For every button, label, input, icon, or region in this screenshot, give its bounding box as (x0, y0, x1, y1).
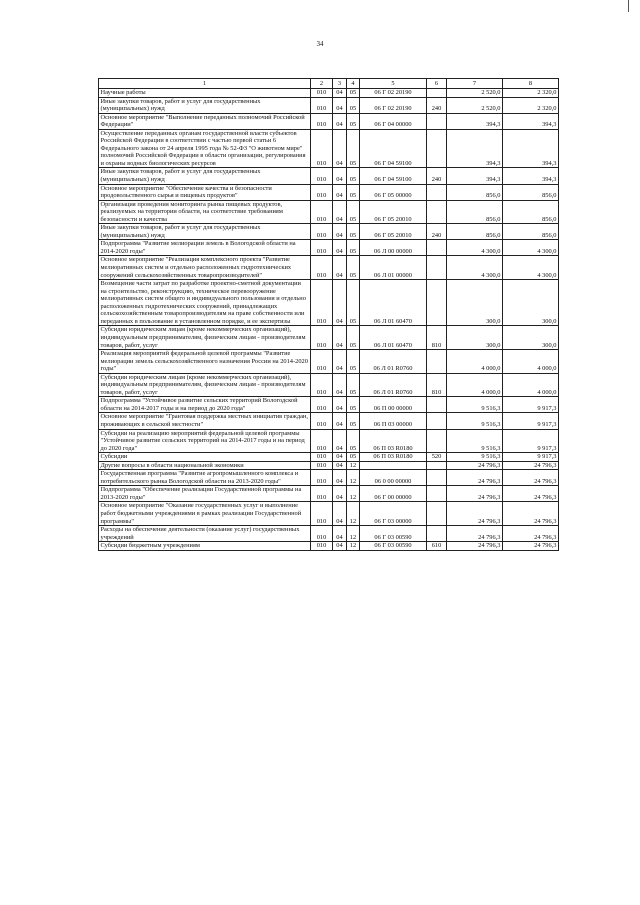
gr-cell: 010 (311, 256, 333, 280)
gr-cell: 010 (311, 526, 333, 542)
csr-cell: 06 Г 04 59100 (360, 168, 427, 184)
sum-2019-cell: 24 796,3 (503, 470, 559, 486)
sum-2019-cell: 394,3 (503, 129, 559, 168)
vr-cell (427, 200, 447, 224)
sum-2019-cell: 856,0 (503, 184, 559, 200)
vr-cell (427, 413, 447, 429)
csr-cell: 06 Л 01 R0760 (360, 373, 427, 397)
header-cell: 4 (347, 79, 360, 89)
name-cell: Иные закупки товаров, работ и услуг для государственных (муниципальных) нужд (99, 97, 311, 113)
sum-2018-cell: 4 300,0 (447, 240, 503, 256)
sum-2019-cell: 856,0 (503, 200, 559, 224)
pr-cell: 12 (347, 526, 360, 542)
rz-cell: 04 (333, 168, 347, 184)
table-row (99, 461, 559, 470)
pr-cell: 05 (347, 373, 360, 397)
gr-cell: 010 (311, 97, 333, 113)
pr-cell: 12 (347, 486, 360, 502)
gr-cell: 010 (311, 129, 333, 168)
header-cell: 7 (447, 79, 503, 89)
sum-2019-cell: 24 796,3 (503, 461, 559, 470)
name-cell: Осуществление переданных органам государственной власти субъектов Российской Федерации в соответствии с частью первой статьи 6 Федерального закона от 24 апреля 1995 года № 52-ФЗ "О животном мире" полномочий Российской Федерации в области организации, регулирования и охраны водных биологических ресурсов (99, 129, 311, 168)
vr-cell: 810 (427, 373, 447, 397)
pr-cell: 12 (347, 542, 360, 551)
gr-cell: 010 (311, 168, 333, 184)
gr-cell: 010 (311, 350, 333, 374)
table-row (99, 486, 559, 502)
csr-cell: 06 Г 02 20190 (360, 89, 427, 98)
rz-cell: 04 (333, 97, 347, 113)
sum-2018-cell: 24 796,3 (447, 486, 503, 502)
pr-cell: 05 (347, 280, 360, 326)
gr-cell: 010 (311, 326, 333, 350)
csr-cell: 06 Г 05 00000 (360, 184, 427, 200)
table-row (99, 413, 559, 429)
csr-cell: 06 Г 03 00000 (360, 502, 427, 526)
table-row (99, 453, 559, 462)
vr-cell (427, 280, 447, 326)
name-cell: Субсидии на реализацию мероприятий федеральной целевой программы "Устойчивое развитие сельских территорий на 2014-2017 годы и на период до 2020 года" (99, 429, 311, 453)
page-number: 34 (316, 40, 324, 48)
table-row (99, 89, 559, 98)
gr-cell: 010 (311, 373, 333, 397)
table-row (99, 502, 559, 526)
name-cell: Основное мероприятие "Оказание государственных услуг и выполнение работ бюджетными учреждениями в рамках реализации Государственной программы" (99, 502, 311, 526)
name-cell: Субсидии юридическим лицам (кроме некоммерческих организаций), индивидуальным предпринимателям, физическим лицам - производителям товаров, работ, услуг (99, 326, 311, 350)
rz-cell: 04 (333, 326, 347, 350)
pr-cell: 05 (347, 200, 360, 224)
vr-cell (427, 184, 447, 200)
rz-cell: 04 (333, 470, 347, 486)
sum-2018-cell: 2 520,0 (447, 97, 503, 113)
rz-cell: 04 (333, 129, 347, 168)
pr-cell: 05 (347, 129, 360, 168)
gr-cell: 010 (311, 113, 333, 129)
vr-cell (427, 350, 447, 374)
pr-cell: 05 (347, 224, 360, 240)
csr-cell: 06 Г 02 20190 (360, 97, 427, 113)
vr-cell (427, 256, 447, 280)
sum-2018-cell: 2 520,0 (447, 89, 503, 98)
vr-cell (427, 397, 447, 413)
gr-cell: 010 (311, 397, 333, 413)
gr-cell: 010 (311, 184, 333, 200)
name-cell: Субсидии юридическим лицам (кроме некоммерческих организаций), индивидуальным предпринимателям, физическим лицам - производителям товаров, работ, услуг (99, 373, 311, 397)
csr-cell: 06 Г 05 20010 (360, 224, 427, 240)
rz-cell: 04 (333, 113, 347, 129)
pr-cell: 05 (347, 413, 360, 429)
sum-2018-cell: 394,3 (447, 113, 503, 129)
vr-cell (427, 240, 447, 256)
sum-2019-cell: 24 796,3 (503, 502, 559, 526)
sum-2018-cell: 24 796,3 (447, 502, 503, 526)
rz-cell: 04 (333, 461, 347, 470)
header-cell: 8 (503, 79, 559, 89)
gr-cell: 010 (311, 224, 333, 240)
table-row (99, 326, 559, 350)
pr-cell: 05 (347, 397, 360, 413)
name-cell: Научные работы (99, 89, 311, 98)
name-cell: Организация проведения мониторинга рынка пищевых продуктов, реализуемых на территории области, на соответствие требованиям безопасности и качества (99, 200, 311, 224)
name-cell: Реализация мероприятий федеральной целевой программы "Развитие мелиорации земель сельскохозяйственного назначения России на 2014-2020 годы" (99, 350, 311, 374)
pr-cell: 05 (347, 97, 360, 113)
name-cell: Подпрограмма "Развитие мелиорации земель в Вологодской области на 2014-2020 годы" (99, 240, 311, 256)
name-cell: Субсидии бюджетным учреждениям (99, 542, 311, 551)
sum-2018-cell: 856,0 (447, 224, 503, 240)
csr-cell: 06 0 00 00000 (360, 470, 427, 486)
table-row (99, 280, 559, 326)
csr-cell: 06 Л 01 R0760 (360, 350, 427, 374)
csr-cell: 06 Г 05 20010 (360, 200, 427, 224)
table-row (99, 373, 559, 397)
vr-cell (427, 113, 447, 129)
csr-cell: 06 П 00 00000 (360, 397, 427, 413)
csr-cell: 06 Г 04 59100 (360, 129, 427, 168)
sum-2019-cell: 394,3 (503, 113, 559, 129)
sum-2019-cell: 300,0 (503, 326, 559, 350)
table-row (99, 97, 559, 113)
vr-cell: 520 (427, 453, 447, 462)
pr-cell: 05 (347, 453, 360, 462)
rz-cell: 04 (333, 526, 347, 542)
sum-2019-cell: 9 917,3 (503, 453, 559, 462)
gr-cell: 010 (311, 502, 333, 526)
vr-cell (427, 526, 447, 542)
vr-cell: 610 (427, 542, 447, 551)
vr-cell (427, 429, 447, 453)
pr-cell: 05 (347, 350, 360, 374)
sum-2019-cell: 4 300,0 (503, 256, 559, 280)
pr-cell: 05 (347, 240, 360, 256)
csr-cell: 06 Г 03 00590 (360, 542, 427, 551)
csr-cell: 06 П 03 00000 (360, 413, 427, 429)
gr-cell: 010 (311, 200, 333, 224)
sum-2019-cell: 856,0 (503, 224, 559, 240)
name-cell: Подпрограмма "Устойчивое развитие сельских территорий Вологодской области на 2014-2017 годы и на период до 2020 года" (99, 397, 311, 413)
name-cell: Субсидии (99, 453, 311, 462)
sum-2018-cell: 394,3 (447, 129, 503, 168)
vr-cell (427, 89, 447, 98)
name-cell: Иные закупки товаров, работ и услуг для государственных (муниципальных) нужд (99, 224, 311, 240)
sum-2019-cell: 394,3 (503, 168, 559, 184)
sum-2019-cell: 4 300,0 (503, 240, 559, 256)
table-row (99, 113, 559, 129)
sum-2018-cell: 4 000,0 (447, 350, 503, 374)
table-row (99, 184, 559, 200)
rz-cell: 04 (333, 280, 347, 326)
vr-cell: 240 (427, 168, 447, 184)
rz-cell: 04 (333, 453, 347, 462)
table-row (99, 224, 559, 240)
sum-2019-cell: 24 796,3 (503, 542, 559, 551)
gr-cell: 010 (311, 542, 333, 551)
sum-2019-cell: 2 320,0 (503, 97, 559, 113)
sum-2018-cell: 24 796,3 (447, 470, 503, 486)
sum-2019-cell: 24 796,3 (503, 486, 559, 502)
pr-cell: 12 (347, 461, 360, 470)
csr-cell: 06 Г 03 00590 (360, 526, 427, 542)
name-cell: Основное мероприятие "Обеспечение качества и безопасности продовольственного сырья и пищевых продуктов" (99, 184, 311, 200)
vr-cell (427, 502, 447, 526)
gr-cell: 010 (311, 240, 333, 256)
pr-cell: 05 (347, 89, 360, 98)
table-row (99, 470, 559, 486)
gr-cell: 010 (311, 89, 333, 98)
pr-cell: 12 (347, 502, 360, 526)
rz-cell: 04 (333, 200, 347, 224)
table-row (99, 542, 559, 551)
pr-cell: 05 (347, 256, 360, 280)
csr-cell: 06 Л 00 00000 (360, 240, 427, 256)
budget-table-body (99, 79, 559, 551)
table-row (99, 526, 559, 542)
vr-cell: 810 (427, 326, 447, 350)
sum-2018-cell: 9 516,3 (447, 413, 503, 429)
table-row (99, 129, 559, 168)
sum-2019-cell: 4 000,0 (503, 350, 559, 374)
name-cell: Расходы на обеспечение деятельности (оказание услуг) государственных учреждений (99, 526, 311, 542)
sum-2019-cell: 9 917,3 (503, 413, 559, 429)
pr-cell: 05 (347, 113, 360, 129)
csr-cell: 06 П 03 R0180 (360, 453, 427, 462)
header-cell: 2 (311, 79, 333, 89)
vr-cell (427, 461, 447, 470)
sum-2018-cell: 4 000,0 (447, 373, 503, 397)
header-cell: 1 (99, 79, 311, 89)
table-row (99, 168, 559, 184)
sum-2019-cell: 300,0 (503, 280, 559, 326)
table-row (99, 256, 559, 280)
rz-cell: 04 (333, 89, 347, 98)
rz-cell: 04 (333, 240, 347, 256)
rz-cell: 04 (333, 542, 347, 551)
name-cell: Основное мероприятие "Грантовая поддержка местных инициатив граждан, проживающих в сельской местности" (99, 413, 311, 429)
pr-cell: 05 (347, 184, 360, 200)
rz-cell: 04 (333, 373, 347, 397)
rz-cell: 04 (333, 184, 347, 200)
name-cell: Основное мероприятие "Выполнение переданных полномочий Российской Федерации" (99, 113, 311, 129)
sum-2018-cell: 4 300,0 (447, 256, 503, 280)
vr-cell: 240 (427, 224, 447, 240)
gr-cell: 010 (311, 429, 333, 453)
gr-cell: 010 (311, 280, 333, 326)
csr-cell: 06 Г 00 00000 (360, 486, 427, 502)
csr-cell: 06 Л 01 00000 (360, 256, 427, 280)
sum-2019-cell: 9 917,3 (503, 429, 559, 453)
pr-cell: 12 (347, 470, 360, 486)
sum-2018-cell: 9 516,3 (447, 453, 503, 462)
csr-cell: 06 Л 01 60470 (360, 326, 427, 350)
rz-cell: 04 (333, 486, 347, 502)
gr-cell: 010 (311, 453, 333, 462)
rz-cell: 04 (333, 256, 347, 280)
header-cell: 5 (360, 79, 427, 89)
pr-cell: 05 (347, 168, 360, 184)
table-row (99, 397, 559, 413)
table-header-row (99, 79, 559, 89)
header-cell: 6 (427, 79, 447, 89)
table-row (99, 350, 559, 374)
name-cell: Возмещение части затрат по разработке проектно-сметной документации на строительство, реконструкцию, техническое перевооружение мелиоративных систем общего и индивидуального пользования и отдельно расположенных гидротехнических сооружений, принадлежащих сельскохозяйственным товаропроизводителям на праве собственности или переданных в пользование в установленном порядке, и ее экспертизы (99, 280, 311, 326)
sum-2018-cell: 9 516,3 (447, 397, 503, 413)
gr-cell: 010 (311, 413, 333, 429)
gr-cell: 010 (311, 470, 333, 486)
sum-2018-cell: 394,3 (447, 168, 503, 184)
sum-2018-cell: 24 796,3 (447, 526, 503, 542)
name-cell: Подпрограмма "Обеспечение реализации Государственной программы на 2013-2020 годы" (99, 486, 311, 502)
vr-cell (427, 129, 447, 168)
sum-2018-cell: 24 796,3 (447, 542, 503, 551)
vr-cell (427, 470, 447, 486)
rz-cell: 04 (333, 224, 347, 240)
csr-cell: 06 Л 01 60470 (360, 280, 427, 326)
sum-2018-cell: 300,0 (447, 280, 503, 326)
sum-2018-cell: 9 516,3 (447, 429, 503, 453)
sum-2019-cell: 9 917,3 (503, 397, 559, 413)
page-edge-mark (628, 0, 629, 12)
name-cell: Другие вопросы в области национальной экономики (99, 461, 311, 470)
sum-2019-cell: 4 000,0 (503, 373, 559, 397)
name-cell: Государственная программа "Развитие агропромышленного комплекса и потребительского рынка Вологодской области на 2013-2020 годы" (99, 470, 311, 486)
sum-2019-cell: 24 796,3 (503, 526, 559, 542)
sum-2018-cell: 856,0 (447, 200, 503, 224)
budget-table (98, 78, 559, 551)
csr-cell: 06 Г 04 00000 (360, 113, 427, 129)
sum-2018-cell: 856,0 (447, 184, 503, 200)
vr-cell (427, 486, 447, 502)
pr-cell: 05 (347, 326, 360, 350)
gr-cell: 010 (311, 461, 333, 470)
csr-cell (360, 461, 427, 470)
pr-cell: 05 (347, 429, 360, 453)
table-row (99, 429, 559, 453)
rz-cell: 04 (333, 413, 347, 429)
name-cell: Иные закупки товаров, работ и услуг для государственных (муниципальных) нужд (99, 168, 311, 184)
sum-2018-cell: 24 796,3 (447, 461, 503, 470)
sum-2019-cell: 2 320,0 (503, 89, 559, 98)
table-row (99, 240, 559, 256)
csr-cell: 06 П 03 R0180 (360, 429, 427, 453)
gr-cell: 010 (311, 486, 333, 502)
vr-cell: 240 (427, 97, 447, 113)
header-cell: 3 (333, 79, 347, 89)
rz-cell: 04 (333, 429, 347, 453)
rz-cell: 04 (333, 502, 347, 526)
table-row (99, 200, 559, 224)
sum-2018-cell: 300,0 (447, 326, 503, 350)
name-cell: Основное мероприятие "Реализация комплексного проекта "Развитие мелиоративных систем и отдельно расположенных гидротехнических сооружений сельскохозяйственных товаропроизводителей" (99, 256, 311, 280)
rz-cell: 04 (333, 397, 347, 413)
rz-cell: 04 (333, 350, 347, 374)
